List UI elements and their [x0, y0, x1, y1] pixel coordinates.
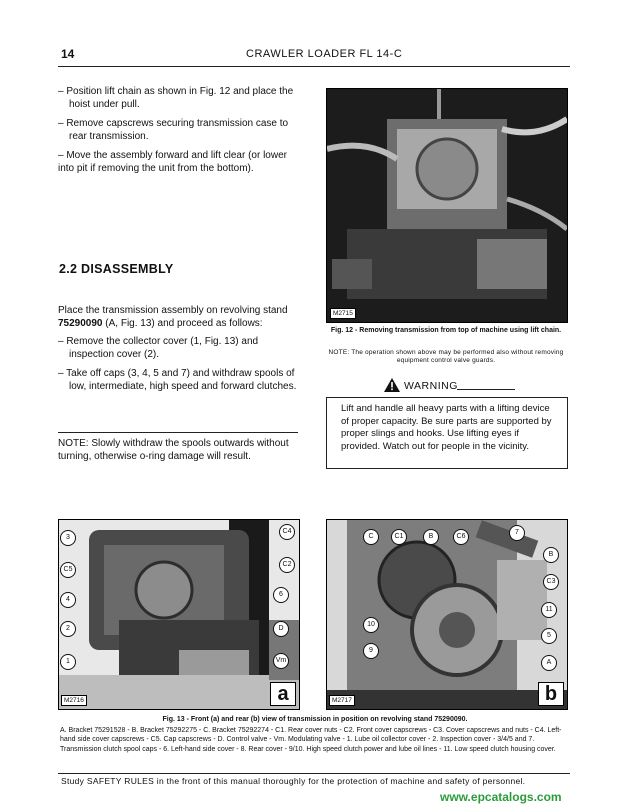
section-title: 2.2 DISASSEMBLY — [59, 262, 174, 276]
fig13-caption — [60, 715, 570, 754]
fig13b-photo-image — [327, 520, 567, 709]
fig13b-callout: 7 — [509, 525, 525, 541]
watermark-link[interactable]: www.epcatalogs.com — [440, 790, 562, 804]
fig13b-panel-letter: b — [538, 682, 564, 706]
warning-heading-rule — [457, 389, 515, 390]
fig13b-callout: C6 — [453, 529, 469, 545]
intro-bullets — [58, 86, 298, 182]
fig13a-callout: 2 — [60, 621, 76, 637]
fig13b-callout: B — [543, 547, 559, 563]
footer-rule — [58, 773, 570, 774]
disassembly-body — [58, 305, 298, 400]
disassembly-note: NOTE: Slowly withdraw the spools outwards without turning, otherwise o-ring damage will result. — [58, 438, 289, 462]
intro-bullet: – Remove capscrews securing transmission case to rear transmission. — [58, 118, 289, 142]
fig13a-callout: C2 — [279, 557, 295, 573]
warning-text: Lift and handle all heavy parts with a lifting device of proper capacity. Be sure parts are supported by proper slings and hooks. Use lifting eyes if provided. Watch out for people in the vicinity. — [341, 403, 552, 452]
fig13b-callout: 10 — [363, 617, 379, 633]
fig13b-callout: C3 — [543, 574, 559, 590]
fig13a-tag: M2716 — [61, 695, 87, 706]
fig13a-callout: 6 — [273, 587, 289, 603]
fig13a-photo — [58, 519, 300, 710]
fig13a-photo-image — [59, 520, 299, 709]
fig12-photo-image — [327, 89, 567, 322]
header-rule — [58, 66, 570, 67]
running-title: CRAWLER LOADER FL 14-C — [246, 48, 403, 60]
fig12-note: NOTE: The operation shown above may be performed also without removing equipment control valve guards. — [328, 349, 564, 364]
warning-heading: WARNING — [404, 380, 458, 392]
disassembly-intro: Place the transmission assembly on revolving stand 75290090 (A, Fig. 13) and proceed as follows: — [58, 305, 288, 329]
intro-bullet: – Position lift chain as shown in Fig. 12 and place the hoist under pull. — [58, 86, 294, 110]
fig13b-callout: 9 — [363, 643, 379, 659]
fig13a-callout: 1 — [60, 654, 76, 670]
fig13a-callout: C5 — [60, 562, 76, 578]
fig13a-callout: D — [273, 621, 289, 637]
fig13b-callout: 11 — [541, 602, 557, 618]
disassembly-step: – Take off caps (3, 4, 5 and 7) and withdraw spools of low, intermediate, high speed and forward clutches. — [58, 368, 297, 392]
fig13b-tag: M2717 — [329, 695, 355, 706]
fig13a-callout: 3 — [60, 530, 76, 546]
fig13b-callout: C — [363, 529, 379, 545]
footer-safety-text: Study SAFETY RULES in the front of this manual thoroughly for the protection of machine and safety of personnel. — [61, 776, 526, 786]
fig13b-photo — [326, 519, 568, 710]
fig13a-callout: C4 — [279, 524, 295, 540]
fig12-tag: M2715 — [330, 308, 356, 319]
fig13b-callout: B — [423, 529, 439, 545]
note-rule — [58, 432, 298, 433]
fig13-caption-title: Fig. 13 - Front (a) and rear (b) view of transmission in position on revolving stand 75290090. — [162, 716, 468, 723]
fig13a-callout: 4 — [60, 592, 76, 608]
fig13b-callout: A — [541, 655, 557, 671]
warning-triangle-icon — [384, 378, 400, 392]
page-number: 14 — [61, 47, 75, 61]
fig13a-panel-letter: a — [270, 682, 296, 706]
fig12-photo — [326, 88, 568, 323]
intro-bullet: – Move the assembly forward and lift clear (or lower into pit if removing the unit from the bottom). — [58, 150, 287, 174]
fig13a-callout: Vm — [273, 653, 289, 669]
fig12-caption: Fig. 12 - Removing transmission from top of machine using lift chain. — [330, 327, 562, 334]
fig13b-callout: 5 — [541, 628, 557, 644]
fig13-caption-legend: A. Bracket 75291528 - B. Bracket 75292275 - C. Bracket 75292274 - C1. Rear cover nuts - C2. Front cover capscrews - C3. Cover capscrews and nuts - C4. Left-hand side cover capscrews - C5. Cap capscrews - D. Control valve - Vm. Modulating valve - 1. Lube oil collector cover - 2. Inspection cover - 3/4/5 and 7. Transmission clutch spool caps - 6. Left-hand side cover - 8. Rear cover - 9/10. High speed clutch power and lube oil lines - 11. Low speed clutch housing cover. — [60, 726, 562, 753]
disassembly-step: – Remove the collector cover (1, Fig. 13) and inspection cover (2). — [58, 336, 259, 360]
fig13b-callout: C1 — [391, 529, 407, 545]
